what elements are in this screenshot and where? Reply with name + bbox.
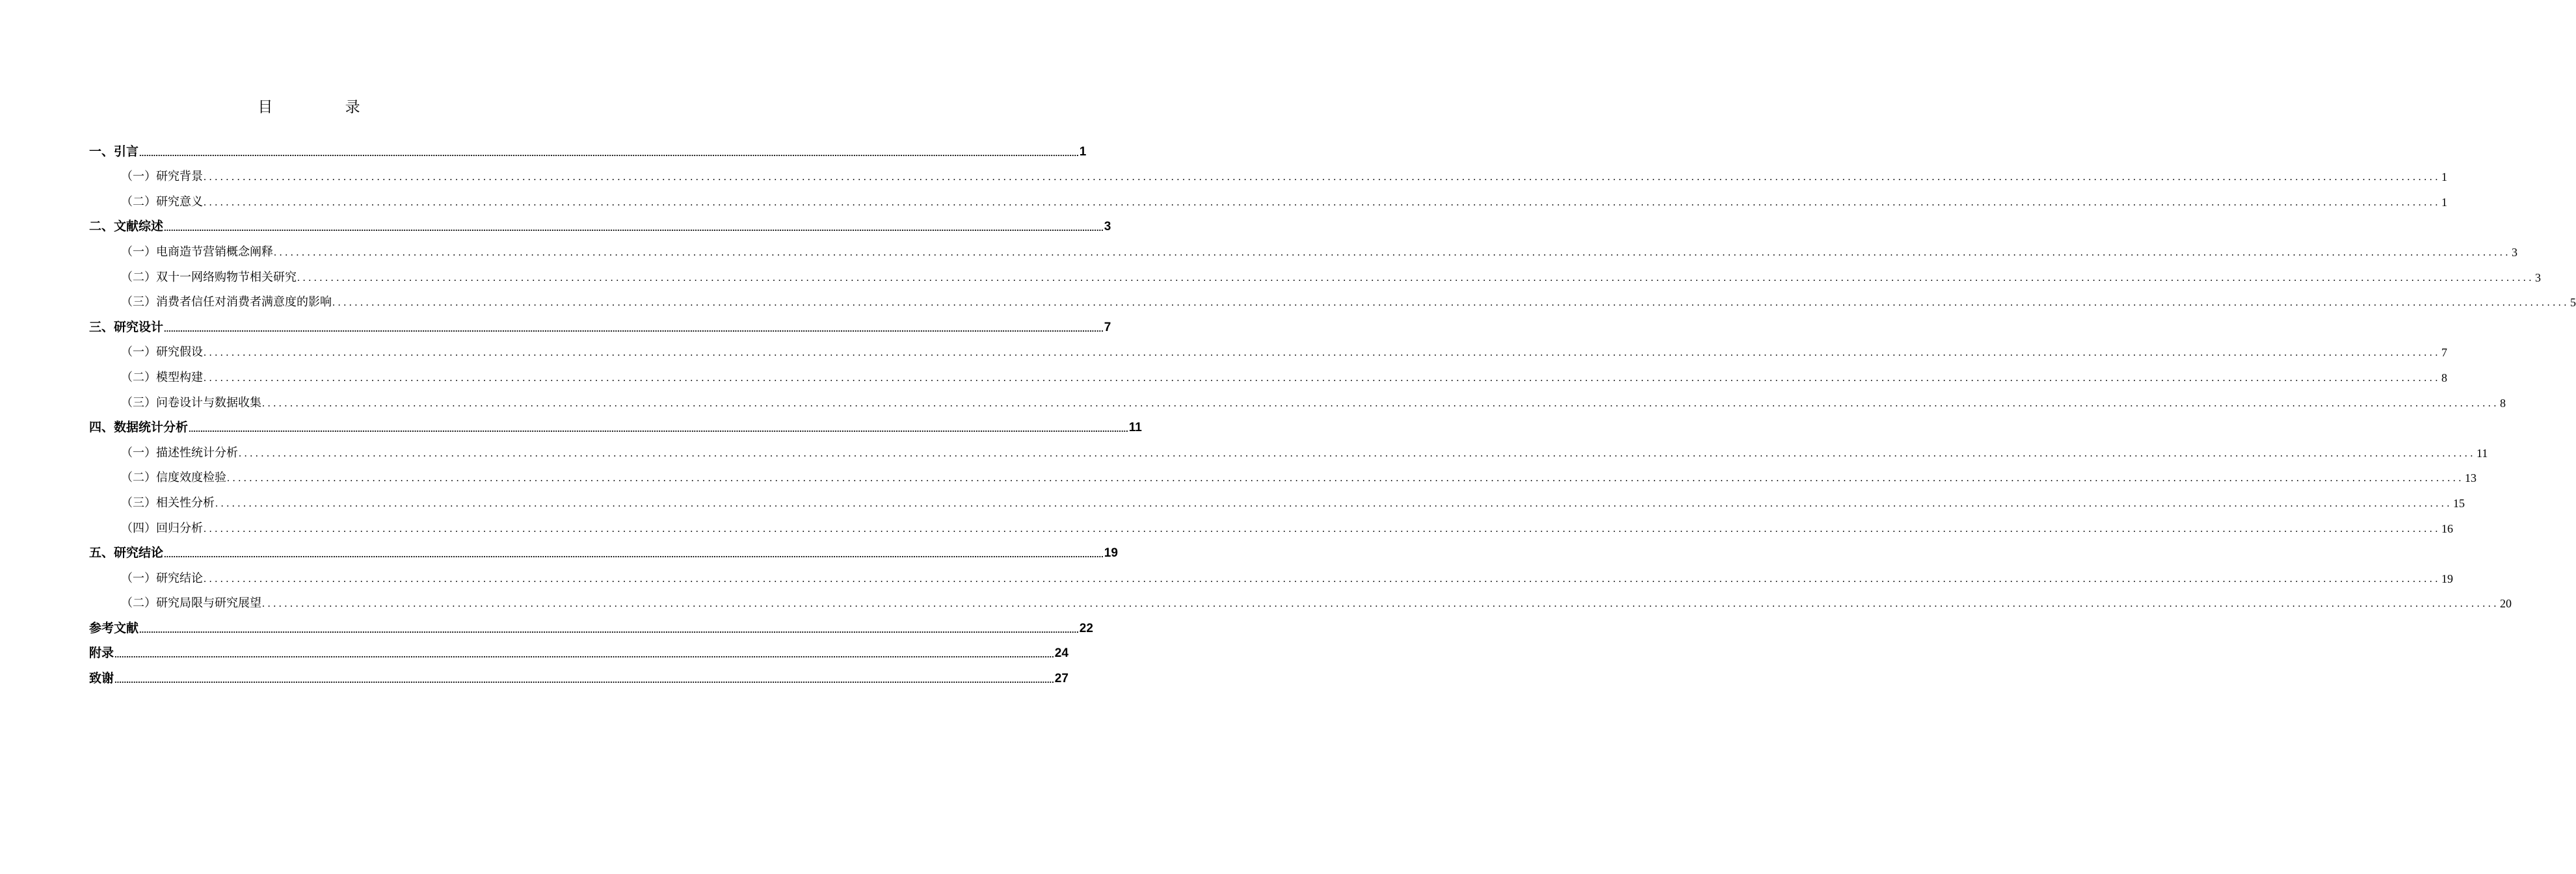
toc-section-entry[interactable] <box>89 514 2453 540</box>
toc-page-number: 1 <box>2441 170 2447 184</box>
toc-page-number: 20 <box>2500 597 2512 611</box>
toc-page-number: 5 <box>2570 296 2576 310</box>
toc-section-entry[interactable] <box>89 489 2465 514</box>
toc-dot-leader: ................................................................................................................................................................................................................................................................................................................................................................................................................ <box>114 675 1054 685</box>
toc-page-number: 15 <box>2453 496 2465 510</box>
toc-dot-leader: ................................................................................................................................................................................................................................................................................................................................................................................................................ <box>204 196 2441 208</box>
toc-page-number: 8 <box>2500 396 2506 410</box>
toc-entry-label: （一）描述性统计分析 <box>121 445 238 460</box>
toc-dot-leader: ................................................................................................................................................................................................................................................................................................................................................................................................................ <box>262 397 2499 409</box>
toc-dot-leader: ................................................................................................................................................................................................................................................................................................................................................................................................................ <box>204 347 2441 359</box>
toc-chapter-entry[interactable] <box>89 615 1093 640</box>
toc-page-number: 11 <box>2476 446 2488 460</box>
toc-page-number: 3 <box>1104 220 1111 234</box>
toc-entry-label: （二）研究意义 <box>121 194 203 209</box>
toc-entry-label: 参考文献 <box>89 620 139 635</box>
toc-page-number: 1 <box>2441 195 2447 209</box>
toc-entry-label: 致谢 <box>89 671 114 686</box>
toc-page-number: 24 <box>1054 646 1069 661</box>
toc-entry-label: 四、数据统计分析 <box>89 420 189 435</box>
toc-dot-leader: ................................................................................................................................................................................................................................................................................................................................................................................................................ <box>139 148 1079 158</box>
toc-chapter-entry[interactable] <box>89 313 1111 339</box>
toc-section-entry[interactable] <box>89 439 2488 464</box>
toc-dot-leader: ................................................................................................................................................................................................................................................................................................................................................................................................................ <box>215 497 2452 509</box>
toc-dot-leader: ................................................................................................................................................................................................................................................................................................................................................................................................................ <box>227 473 2464 484</box>
toc-section-entry[interactable] <box>89 289 2576 314</box>
toc-dot-leader: ................................................................................................................................................................................................................................................................................................................................................................................................................ <box>139 624 1079 635</box>
toc-dot-leader: ................................................................................................................................................................................................................................................................................................................................................................................................................ <box>164 550 1104 560</box>
toc-page-number: 27 <box>1054 672 1069 686</box>
toc-entry-label: （二）研究局限与研究展望 <box>121 596 261 611</box>
toc-page-number: 1 <box>1079 144 1087 159</box>
toc-entry-label: （三）消费者信任对消费者满意度的影响 <box>121 295 332 310</box>
toc-chapter-entry[interactable] <box>89 640 1069 665</box>
toc-entry-label: （三）相关性分析 <box>121 496 215 510</box>
toc-title: 目 录 <box>258 99 394 116</box>
toc-page-number: 11 <box>1128 421 1142 435</box>
toc-dot-leader: ................................................................................................................................................................................................................................................................................................................................................................................................................ <box>204 523 2441 535</box>
toc-entry-label: （三）问卷设计与数据收集 <box>121 395 261 410</box>
toc-section-entry[interactable] <box>89 263 2541 289</box>
toc-entry-label: （一）研究假设 <box>121 345 203 360</box>
toc-section-entry[interactable] <box>89 464 2476 490</box>
toc-dot-leader: ................................................................................................................................................................................................................................................................................................................................................................................................................ <box>239 447 2476 459</box>
toc-entry-label: 五、研究结论 <box>89 546 164 561</box>
toc-dot-leader: ................................................................................................................................................................................................................................................................................................................................................................................................................ <box>332 297 2569 309</box>
toc-dot-leader: ................................................................................................................................................................................................................................................................................................................................................................................................................ <box>204 573 2441 585</box>
toc-entry-label: 一、引言 <box>89 144 139 159</box>
toc-page-number: 8 <box>2441 371 2447 384</box>
toc-section-entry[interactable] <box>89 339 2447 364</box>
toc-page-number: 7 <box>1104 320 1111 334</box>
toc-dot-leader: ................................................................................................................................................................................................................................................................................................................................................................................................................ <box>189 424 1128 434</box>
toc-entry-label: 三、研究设计 <box>89 319 164 334</box>
toc-dot-leader: ................................................................................................................................................................................................................................................................................................................................................................................................................ <box>164 223 1104 233</box>
toc-section-entry[interactable] <box>89 564 2453 590</box>
toc-entry-label: （一）电商造节营销概念阐释 <box>121 245 273 259</box>
toc-section-entry[interactable] <box>89 163 2447 189</box>
toc-page-number: 22 <box>1079 621 1093 635</box>
toc-entry-label: （二）模型构建 <box>121 370 203 384</box>
toc-chapter-entry[interactable] <box>89 414 1142 440</box>
toc-entry-label: （二）信度效度检验 <box>121 471 226 485</box>
toc-entry-label: （二）双十一网络购物节相关研究 <box>121 270 297 284</box>
toc-entry-label: 附录 <box>89 646 114 661</box>
toc-page-number: 16 <box>2441 522 2453 535</box>
toc-chapter-entry[interactable] <box>89 213 1111 239</box>
toc-dot-leader: ................................................................................................................................................................................................................................................................................................................................................................................................................ <box>164 323 1104 334</box>
toc-section-entry[interactable] <box>89 238 2517 263</box>
toc-dot-leader: ................................................................................................................................................................................................................................................................................................................................................................................................................ <box>274 246 2511 258</box>
toc-page-number: 19 <box>2441 572 2453 585</box>
table-of-contents <box>89 138 2576 690</box>
toc-page-number: 19 <box>1104 546 1118 561</box>
toc-chapter-entry[interactable] <box>89 540 1118 565</box>
toc-page-number: 3 <box>2512 245 2517 259</box>
toc-entry-label: （四）回归分析 <box>121 521 203 535</box>
toc-entry-label: （一）研究背景 <box>121 170 203 184</box>
toc-dot-leader: ................................................................................................................................................................................................................................................................................................................................................................................................................ <box>204 372 2441 384</box>
toc-section-entry[interactable] <box>89 364 2447 389</box>
toc-section-entry[interactable] <box>89 590 2512 615</box>
toc-chapter-entry[interactable] <box>89 665 1069 690</box>
toc-dot-leader: ................................................................................................................................................................................................................................................................................................................................................................................................................ <box>262 598 2499 610</box>
toc-dot-leader: ................................................................................................................................................................................................................................................................................................................................................................................................................ <box>297 272 2534 284</box>
toc-section-entry[interactable] <box>89 389 2506 414</box>
toc-dot-leader: ................................................................................................................................................................................................................................................................................................................................................................................................................ <box>204 172 2441 183</box>
toc-page-number: 3 <box>2535 271 2541 284</box>
toc-entry-label: 二、文献综述 <box>89 219 164 234</box>
toc-dot-leader: ................................................................................................................................................................................................................................................................................................................................................................................................................ <box>114 650 1054 660</box>
toc-page-number: 7 <box>2441 346 2447 360</box>
toc-entry-label: （一）研究结论 <box>121 571 203 585</box>
toc-section-entry[interactable] <box>89 188 2447 213</box>
toc-page-number: 13 <box>2465 471 2476 485</box>
toc-chapter-entry[interactable] <box>89 138 1087 163</box>
